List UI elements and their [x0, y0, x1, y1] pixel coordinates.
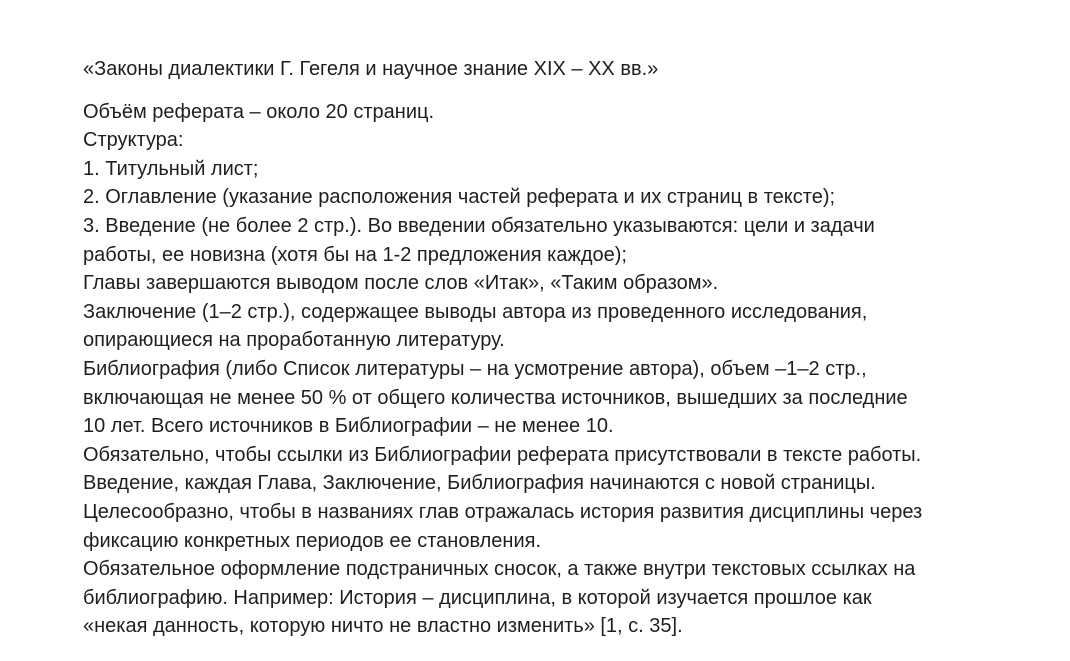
- text-line: 2. Оглавление (указание расположения частей реферата и их страниц в тексте);: [83, 186, 836, 209]
- text-line: Библиография (либо Список литературы – на усмотрение автора), объем –1–2 стр.,: [83, 357, 867, 380]
- text-line: 3. Введение (не более 2 стр.). Во введении обязательно указываются: цели и задачи: [83, 214, 875, 237]
- text-line: включающая не менее 50 % от общего количества источников, вышедших за последние: [83, 386, 908, 409]
- text-line: 1. Титульный лист;: [83, 157, 259, 180]
- text-line: Объём реферата – около 20 страниц.: [83, 100, 434, 123]
- text-line: фиксацию конкретных периодов ее становления.: [83, 529, 542, 552]
- text-line: «некая данность, которую ничто не властно изменить» [1, с. 35].: [83, 615, 683, 638]
- text-line: Структура:: [83, 129, 184, 152]
- text-line: Главы завершаются выводом после слов «Итак», «Таким образом».: [83, 272, 719, 295]
- text-line: Введение, каждая Глава, Заключение, Библиография начинаются с новой страницы.: [83, 472, 876, 495]
- text-line: Обязательное оформление подстраничных сносок, а также внутри текстовых ссылках на: [83, 558, 916, 581]
- text-line: библиографию. Например: История – дисциплина, в которой изучается прошлое как: [83, 586, 872, 609]
- text-line: Заключение (1–2 стр.), содержащее выводы автора из проведенного исследования,: [83, 300, 868, 323]
- document-text: [83, 98, 1043, 641]
- document-body: [83, 55, 1043, 641]
- text-line: опирающиеся на проработанную литературу.: [83, 329, 505, 352]
- text-line: 10 лет. Всего источников в Библиографии – не менее 10.: [83, 415, 614, 438]
- text-line: Обязательно, чтобы ссылки из Библиографии реферата присутствовали в тексте работы.: [83, 443, 922, 466]
- text-line: Целесообразно, чтобы в названиях глав отражалась история развития дисциплины через: [83, 500, 923, 523]
- document-title: «Законы диалектики Г. Гегеля и научное знание XIX – XX вв.»: [83, 58, 659, 80]
- text-line: работы, ее новизна (хотя бы на 1-2 предложения каждое);: [83, 243, 627, 266]
